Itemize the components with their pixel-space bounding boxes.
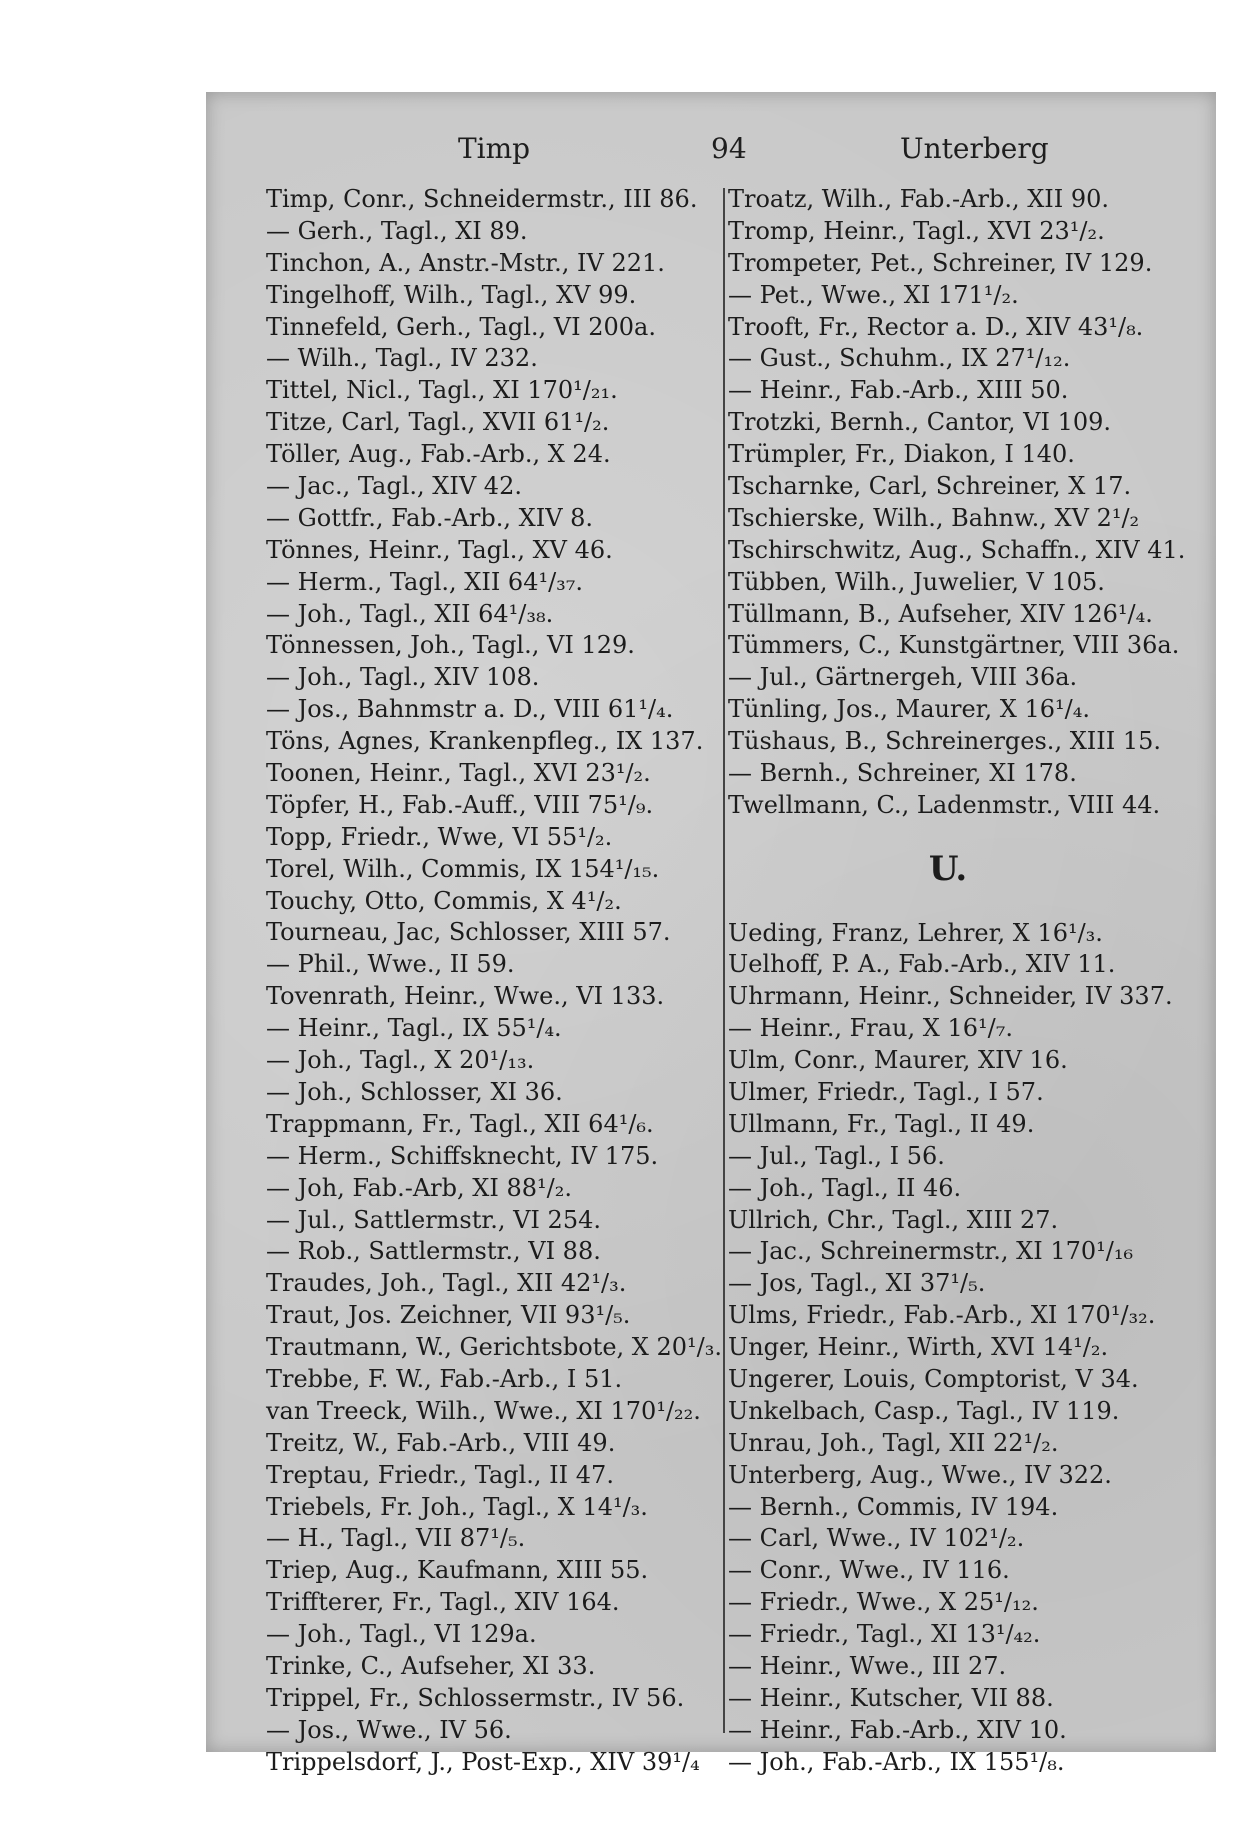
directory-entry: — Joh., Tagl., XII 64¹/₃₈. <box>266 599 554 628</box>
directory-entry: — Heinr., Kutscher, VII 88. <box>728 1683 1054 1712</box>
directory-entry: — Jos, Tagl., XI 37¹/₅. <box>728 1269 986 1298</box>
directory-entry: Tönnes, Heinr., Tagl., XV 46. <box>266 535 613 564</box>
directory-entry: Ullrich, Chr., Tagl., XIII 27. <box>728 1205 1059 1234</box>
directory-entry: Unrau, Joh., Tagl, XII 22¹/₂. <box>728 1428 1059 1457</box>
directory-entry: Ulms, Friedr., Fab.-Arb., XI 170¹/₃₂. <box>728 1301 1156 1330</box>
directory-entry: — Joh., Tagl., VI 129a. <box>266 1620 537 1649</box>
directory-entry: — Bernh., Schreiner, XI 178. <box>728 759 1077 788</box>
directory-entry: — Pet., Wwe., XI 171¹/₂. <box>728 280 1019 309</box>
header-right-catchword: Unterberg <box>900 132 1049 165</box>
directory-entry: Touchy, Otto, Commis, X 4¹/₂. <box>266 886 622 915</box>
directory-entry: Trautmann, W., Gerichtsbote, X 20¹/₃. <box>266 1333 722 1362</box>
directory-entry: Trinke, C., Aufseher, XI 33. <box>266 1651 596 1680</box>
directory-entry: Uhrmann, Heinr., Schneider, IV 337. <box>728 982 1173 1011</box>
directory-entry: Trotzki, Bernh., Cantor, VI 109. <box>728 408 1112 437</box>
directory-entry: Trümpler, Fr., Diakon, I 140. <box>728 440 1075 469</box>
directory-entry: Töller, Aug., Fab.-Arb., X 24. <box>266 440 611 469</box>
directory-entry: — Gerh., Tagl., XI 89. <box>266 216 528 245</box>
directory-entry: — Joh., Tagl., II 46. <box>728 1173 962 1202</box>
directory-entry: Triffterer, Fr., Tagl., XIV 164. <box>266 1588 620 1617</box>
directory-entry: Tourneau, Jac, Schlosser, XIII 57. <box>266 918 671 947</box>
directory-entry: — Bernh., Commis, IV 194. <box>728 1492 1059 1521</box>
directory-entry: — Jos., Wwe., IV 56. <box>266 1715 512 1744</box>
directory-entry: — Heinr., Frau, X 16¹/₇. <box>728 1014 1013 1043</box>
directory-entry: — Jul., Gärtnergeh, VIII 36a. <box>728 663 1078 692</box>
section-heading: U. <box>928 848 968 889</box>
directory-entry: Uelhoff, P. A., Fab.-Arb., XIV 11. <box>728 950 1116 979</box>
directory-entry: Traut, Jos. Zeichner, VII 93¹/₅. <box>266 1301 631 1330</box>
directory-entry: Twellmann, C., Ladenmstr., VIII 44. <box>728 790 1161 819</box>
directory-entry: — Heinr., Tagl., IX 55¹/₄. <box>266 1014 562 1043</box>
column-divider <box>723 188 725 1733</box>
directory-entry: — Jos., Bahnmstr a. D., VIII 61¹/₄. <box>266 695 674 724</box>
directory-entry: Trippelsdorf, J., Post-Exp., XIV 39¹/₄ <box>266 1747 700 1776</box>
directory-entry: — Heinr., Wwe., III 27. <box>728 1651 1007 1680</box>
directory-entry: Töpfer, H., Fab.-Auff., VIII 75¹/₉. <box>266 790 654 819</box>
directory-entry: Ullmann, Fr., Tagl., II 49. <box>728 1109 1035 1138</box>
left-column <box>266 184 722 1779</box>
directory-entry: Tromp, Heinr., Tagl., XVI 23¹/₂. <box>728 216 1105 245</box>
directory-entry: — Jac., Tagl., XIV 42. <box>266 472 522 501</box>
directory-entry: — Jul., Sattlermstr., VI 254. <box>266 1205 601 1234</box>
right-column <box>728 184 1185 1779</box>
running-header <box>206 132 1216 172</box>
directory-entry: Trooft, Fr., Rector a. D., XIV 43¹/₈. <box>728 312 1144 341</box>
directory-entry: Tüshaus, B., Schreinerges., XIII 15. <box>728 727 1162 756</box>
directory-entry: van Treeck, Wilh., Wwe., XI 170¹/₂₂. <box>266 1396 701 1425</box>
directory-entry: Ulmer, Friedr., Tagl., I 57. <box>728 1077 1044 1106</box>
directory-entry: Trebbe, F. W., Fab.-Arb., I 51. <box>266 1364 623 1393</box>
right-column-entries-t <box>728 184 1185 822</box>
directory-entry: Torel, Wilh., Commis, IX 154¹/₁₅. <box>266 854 660 883</box>
directory-entry: Töns, Agnes, Krankenpfleg., IX 137. <box>266 727 704 756</box>
directory-entry: Titze, Carl, Tagl., XVII 61¹/₂. <box>266 408 610 437</box>
directory-entry: Tümmers, C., Kunstgärtner, VIII 36a. <box>728 631 1180 660</box>
directory-entry: — Joh., Fab.-Arb., IX 155¹/₈. <box>728 1747 1065 1776</box>
directory-entry: — Jul., Tagl., I 56. <box>728 1141 945 1170</box>
directory-entry: Tittel, Nicl., Tagl., XI 170¹/₂₁. <box>266 376 618 405</box>
directory-entry: — Jac., Schreinermstr., XI 170¹/₁₆ <box>728 1237 1134 1266</box>
directory-entry: — Friedr., Wwe., X 25¹/₁₂. <box>728 1588 1039 1617</box>
document-page <box>206 92 1216 1776</box>
directory-entry: Tingelhoff, Wilh., Tagl., XV 99. <box>266 280 637 309</box>
directory-entry: Tschirschwitz, Aug., Schaffn., XIV 41. <box>728 535 1186 564</box>
header-left-catchword: Timp <box>458 132 531 165</box>
directory-entry: — Joh, Fab.-Arb, XI 88¹/₂. <box>266 1173 572 1202</box>
directory-entry: Tschierske, Wilh., Bahnw., XV 2¹/₂ <box>728 503 1140 532</box>
directory-entry: Ungerer, Louis, Comptorist, V 34. <box>728 1364 1139 1393</box>
directory-entry: — Heinr., Fab.-Arb., XIII 50. <box>728 376 1069 405</box>
directory-entry: Unkelbach, Casp., Tagl., IV 119. <box>728 1396 1120 1425</box>
directory-entry: — Wilh., Tagl., IV 232. <box>266 344 538 373</box>
directory-entry: Tönnessen, Joh., Tagl., VI 129. <box>266 631 635 660</box>
directory-entry: Triep, Aug., Kaufmann, XIII 55. <box>266 1556 649 1585</box>
directory-entry: — Gust., Schuhm., IX 27¹/₁₂. <box>728 344 1071 373</box>
directory-entry: Topp, Friedr., Wwe, VI 55¹/₂. <box>266 822 613 851</box>
directory-entry: Traudes, Joh., Tagl., XII 42¹/₃. <box>266 1269 627 1298</box>
directory-entry: — Herm., Tagl., XII 64¹/₃₇. <box>266 567 584 596</box>
directory-entry: Tünling, Jos., Maurer, X 16¹/₄. <box>728 695 1090 724</box>
directory-entry: Tscharnke, Carl, Schreiner, X 17. <box>728 472 1132 501</box>
directory-entry: Ueding, Franz, Lehrer, X 16¹/₃. <box>728 918 1103 947</box>
directory-entry: Trippel, Fr., Schlossermstr., IV 56. <box>266 1683 685 1712</box>
directory-entry: — Herm., Schiffsknecht, IV 175. <box>266 1141 659 1170</box>
directory-entry: — Heinr., Fab.-Arb., XIV 10. <box>728 1715 1067 1744</box>
directory-entry: Toonen, Heinr., Tagl., XVI 23¹/₂. <box>266 759 651 788</box>
directory-entry: — Phil., Wwe., II 59. <box>266 950 515 979</box>
directory-entry: — Joh., Tagl., XIV 108. <box>266 663 540 692</box>
directory-entry: — Carl, Wwe., IV 102¹/₂. <box>728 1524 1025 1553</box>
directory-entry: Tinnefeld, Gerh., Tagl., VI 200a. <box>266 312 656 341</box>
directory-entry: — H., Tagl., VII 87¹/₅. <box>266 1524 526 1553</box>
directory-entry: Unger, Heinr., Wirth, XVI 14¹/₂. <box>728 1333 1109 1362</box>
directory-entry: Treptau, Friedr., Tagl., II 47. <box>266 1460 614 1489</box>
directory-entry: Unterberg, Aug., Wwe., IV 322. <box>728 1460 1112 1489</box>
directory-entry: Tovenrath, Heinr., Wwe., VI 133. <box>266 982 665 1011</box>
directory-entry: — Joh., Tagl., X 20¹/₁₃. <box>266 1046 535 1075</box>
directory-entry: — Gottfr., Fab.-Arb., XIV 8. <box>266 503 594 532</box>
directory-entry: Trappmann, Fr., Tagl., XII 64¹/₆. <box>266 1109 654 1138</box>
directory-entry: Ulm, Conr., Maurer, XIV 16. <box>728 1046 1068 1075</box>
directory-entry: Trompeter, Pet., Schreiner, IV 129. <box>728 248 1153 277</box>
directory-entry: Troatz, Wilh., Fab.-Arb., XII 90. <box>728 185 1110 213</box>
directory-entry: Tinchon, A., Anstr.-Mstr., IV 221. <box>266 248 665 277</box>
directory-entry: — Friedr., Tagl., XI 13¹/₄₂. <box>728 1620 1041 1649</box>
directory-entry: Treitz, W., Fab.-Arb., VIII 49. <box>266 1428 616 1457</box>
page-number: 94 <box>711 132 747 165</box>
directory-entry: Triebels, Fr. Joh., Tagl., X 14¹/₃. <box>266 1492 648 1521</box>
right-column-entries-u <box>728 918 1185 1779</box>
directory-entry: — Conr., Wwe., IV 116. <box>728 1556 1010 1585</box>
directory-entry: — Joh., Schlosser, XI 36. <box>266 1077 563 1106</box>
directory-entry: — Rob., Sattlermstr., VI 88. <box>266 1237 601 1266</box>
directory-entry: Tübben, Wilh., Juwelier, V 105. <box>728 567 1105 596</box>
directory-entry: Timp, Conr., Schneidermstr., III 86. <box>266 185 698 213</box>
directory-entry: Tüllmann, B., Aufseher, XIV 126¹/₄. <box>728 599 1153 628</box>
